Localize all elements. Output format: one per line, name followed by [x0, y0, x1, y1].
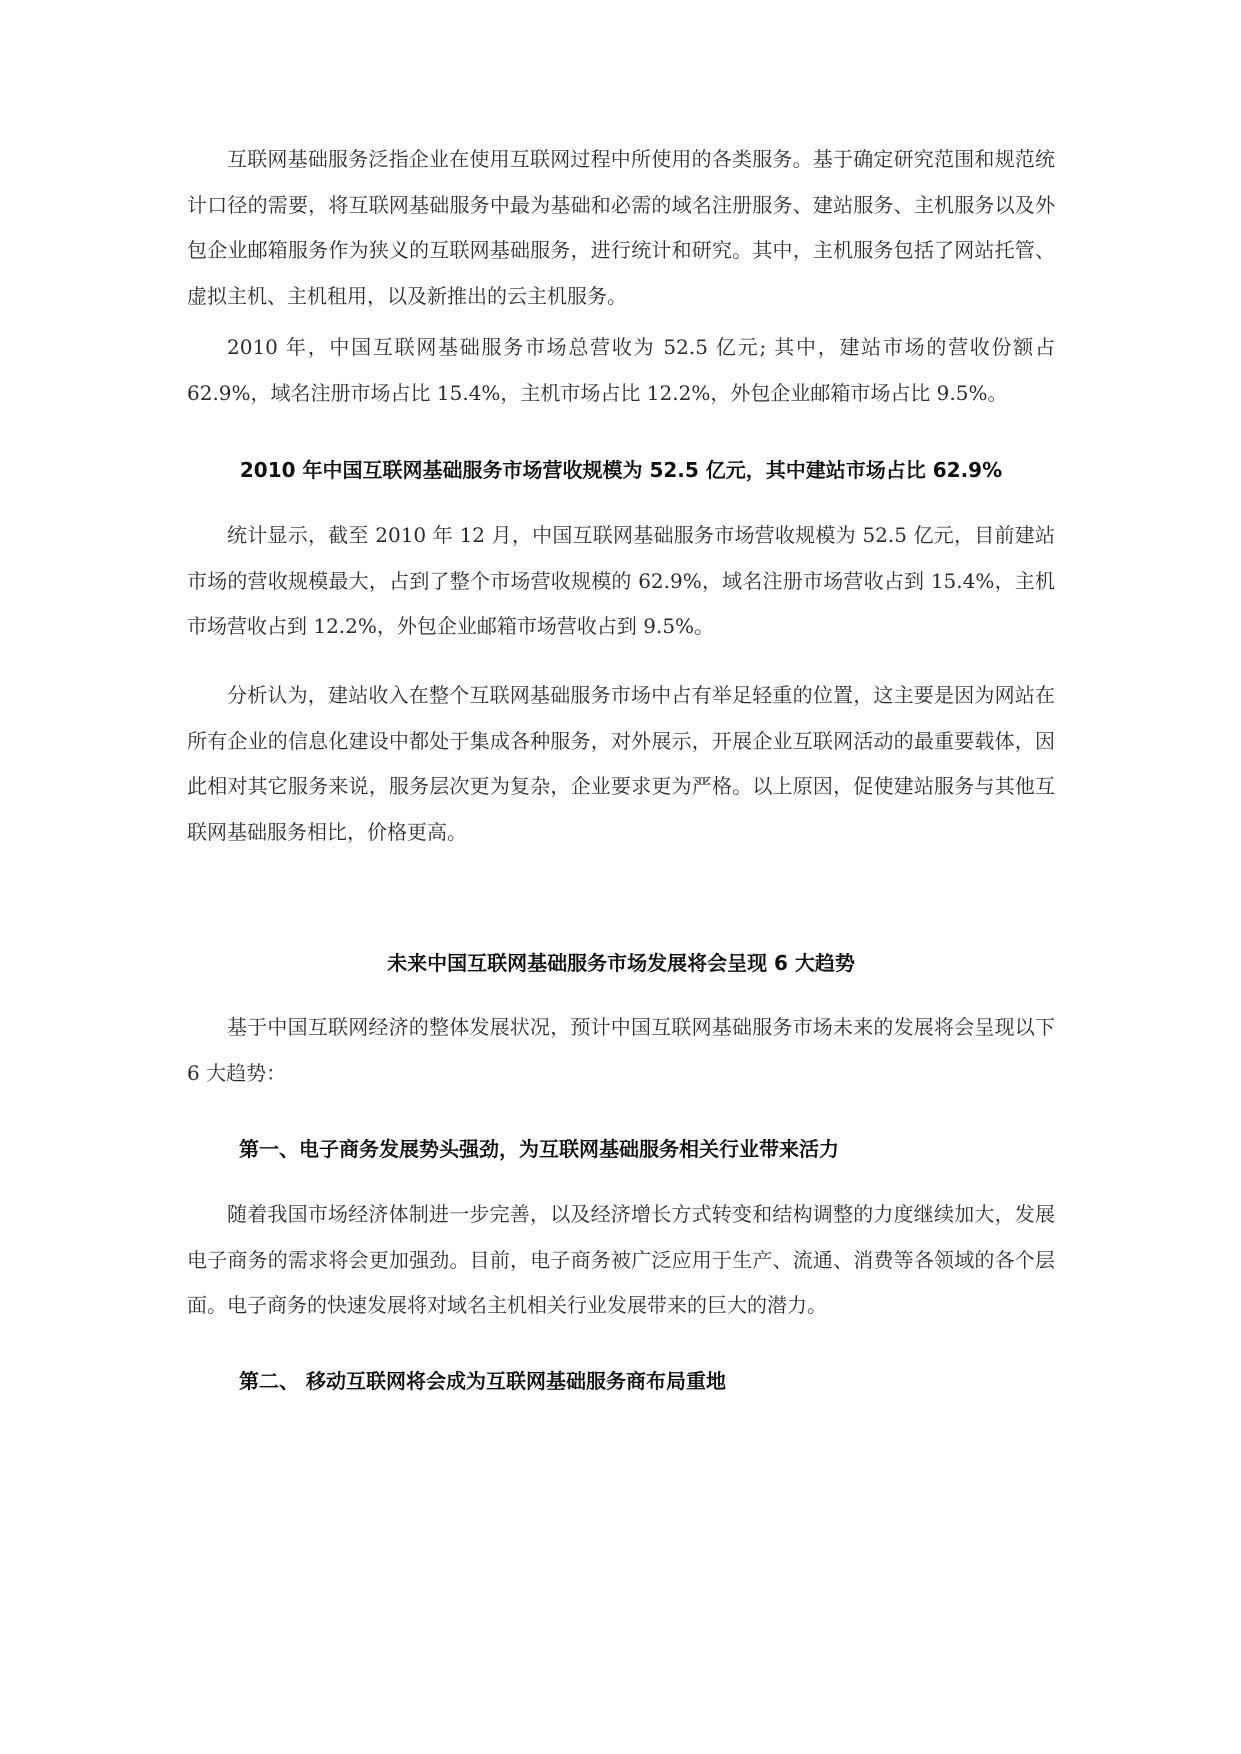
heading-trend-one: 第一、电子商务发展势头强劲，为互联网基础服务相关行业带来活力	[239, 1137, 839, 1161]
heading-revenue-scale: 2010 年中国互联网基础服务市场营收规模为 52.5 亿元，其中建站市场占比 62.9%	[239, 458, 1003, 482]
paragraph-trend-one: 随着我国市场经济体制进一步完善，以及经济增长方式转变和结构调整的力度继续加大，发展电子商务的需求将会更加强劲。目前，电子商务被广泛应用于生产、流通、消费等各领域的各个层面。电子商务的快速发展将对域名主机相关行业发展带来的巨大的潜力。	[187, 1202, 1055, 1317]
paragraph-statistics: 统计显示，截至 2010 年 12 月，中国互联网基础服务市场营收规模为 52.5 亿元，目前建站市场的营收规模最大，占到了整个市场营收规模的 62.9%，域名注册市场营收占到 15.4%，主机市场营收占到 12.2%，外包企业邮箱市场营收占到 9.5%。	[187, 523, 1055, 638]
paragraph-revenue-2010: 2010 年，中国互联网基础服务市场总营收为 52.5 亿元; 其中，建站市场的营收份额占 62.9%，域名注册市场占比 15.4%，主机市场占比 12.2%，外包企业邮箱市场占比 9.5%。	[187, 335, 1055, 405]
paragraph-trends-intro: 基于中国互联网经济的整体发展状况，预计中国互联网基础服务市场未来的发展将会呈现以下 6 大趋势：	[187, 1015, 1055, 1085]
heading-trend-two: 第二、 移动互联网将会成为互联网基础服务商布局重地	[239, 1369, 726, 1393]
paragraph-analysis: 分析认为，建站收入在整个互联网基础服务市场中占有举足轻重的位置，这主要是因为网站在所有企业的信息化建设中都处于集成各种服务，对外展示，开展企业互联网活动的最重要载体，因此相对其它服务来说，服务层次更为复杂，企业要求更为严格。以上原因，促使建站服务与其他互联网基础服务相比，价格更高。	[187, 683, 1055, 844]
heading-six-trends: 未来中国互联网基础服务市场发展将会呈现 6 大趋势	[387, 951, 855, 975]
paragraph-definition: 互联网基础服务泛指企业在使用互联网过程中所使用的各类服务。基于确定研究范围和规范统计口径的需要，将互联网基础服务中最为基础和必需的域名注册服务、建站服务、主机服务以及外包企业邮箱服务作为狭义的互联网基础服务，进行统计和研究。其中，主机服务包括了网站托管、虚拟主机、主机租用，以及新推出的云主机服务。	[187, 147, 1055, 308]
